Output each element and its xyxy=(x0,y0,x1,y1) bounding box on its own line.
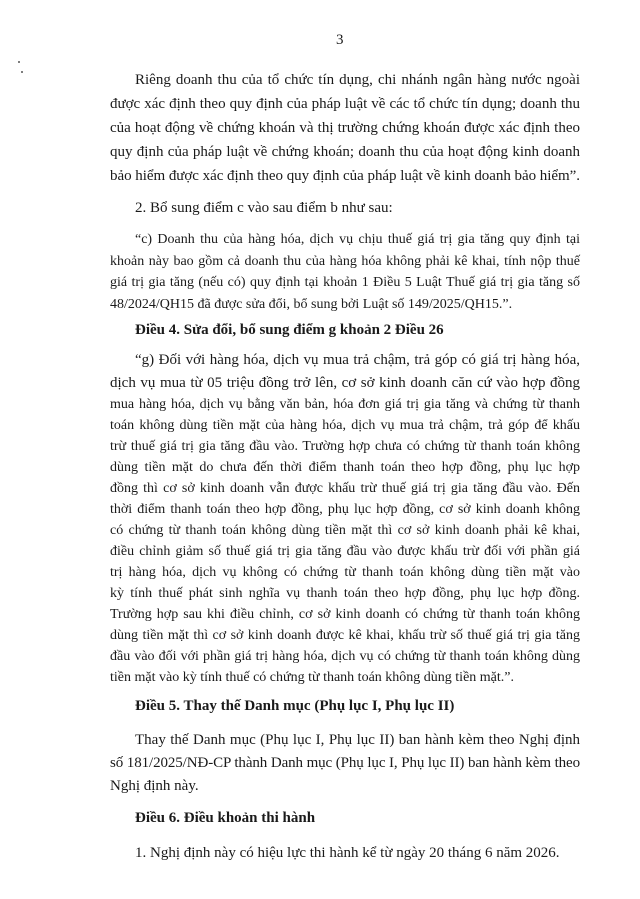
paragraph-line: dùng tiền mặt thì cơ sở kinh doanh được kê khai, khấu trừ số thuế giá trị gia tăng xyxy=(110,628,580,643)
paragraph-line: 1. Nghị định này có hiệu lực thi hành kể từ ngày 20 tháng 6 năm 2026. xyxy=(135,845,560,861)
paragraph-line: trừ thuế giá trị gia tăng đầu vào. Trường hợp chưa có chứng từ thanh toán không xyxy=(110,439,580,454)
paragraph-line: dùng tiền mặt do chưa đến thời điểm thanh toán theo hợp đồng, phụ lục hợp xyxy=(110,460,580,475)
paragraph-line: tiền mặt vào kỳ tính thuế có chứng từ thanh toán không dùng tiền mặt.”. xyxy=(110,670,514,685)
paragraph-line: mua hàng hóa, dịch vụ bằng văn bản, hóa đơn giá trị gia tăng và chứng từ thanh xyxy=(110,397,580,412)
article-5-paragraph xyxy=(110,729,580,798)
paragraph-line: Riêng doanh thu của tổ chức tín dụng, chi nhánh ngân hàng nước ngoài xyxy=(135,72,580,88)
paragraph-line: toán không dùng tiền mặt của hàng hóa, dịch vụ mua trả chậm, trả góp để khấu xyxy=(110,418,580,433)
article-6-item-1 xyxy=(110,841,580,865)
paragraph-line: được xác định theo quy định của pháp luật về các tổ chức tín dụng; doanh thu xyxy=(110,96,580,112)
paragraph-line: khoản này bao gồm cả doanh thu của hàng hóa không phải kê khai, tính nộp thuế xyxy=(110,253,580,269)
paragraph-line: điều chỉnh giảm số thuế giá trị gia tăng đầu vào được khấu trừ đối với phần giá xyxy=(110,544,580,559)
paragraph-line: “g) Đối với hàng hóa, dịch vụ mua trả chậm, trả góp có giá trị hàng hóa, xyxy=(135,352,580,368)
article-heading: Điều 4. Sửa đổi, bổ sung điểm g khoản 2 Điều 26 xyxy=(135,322,444,338)
paragraph-line: 48/2024/QH15 đã được sửa đổi, bổ sung bởi Luật số 149/2025/QH15.”. xyxy=(110,296,513,312)
article-5-heading-block xyxy=(110,694,580,718)
paragraph-line: dịch vụ mua từ 05 triệu đồng trở lên, cơ sở kinh doanh căn cứ vào hợp đồng xyxy=(110,375,580,391)
scan-speck xyxy=(21,71,23,73)
paragraph-line: giá trị gia tăng (nếu có) quy định tại khoản 1 Điều 5 Luật Thuế giá trị gia tăng số xyxy=(110,275,580,290)
paragraph-line: thời điểm thanh toán theo hợp đồng, phụ lục hợp đồng, cơ sở kinh doanh không xyxy=(110,502,580,517)
paragraph-line: Thay thế Danh mục (Phụ lục I, Phụ lục II) ban hành kèm theo Nghị định xyxy=(135,731,580,748)
scan-speck xyxy=(18,61,20,63)
paragraph-line: của hoạt động về chứng khoán và thị trường chứng khoán được xác định theo xyxy=(110,120,580,136)
paragraph-line: quy định của pháp luật về chứng khoán; doanh thu của hoạt động kinh doanh xyxy=(110,144,580,160)
point-c-quote xyxy=(110,229,580,315)
paragraph-line: “c) Doanh thu của hàng hóa, dịch vụ chịu thuế giá trị gia tăng quy định tại xyxy=(135,232,580,247)
paragraph-line: trị hàng hóa, dịch vụ không có chứng từ thanh toán không dùng tiền mặt vào xyxy=(110,565,580,580)
point-g-quote xyxy=(110,348,580,688)
article-heading: Điều 6. Điều khoản thi hành xyxy=(135,810,316,826)
paragraph-line: Trường hợp sau khi điều chỉnh, cơ sở kinh doanh có chứng từ thanh toán không xyxy=(110,607,580,622)
article-4-heading-block xyxy=(110,318,580,342)
paragraph-line: đầu vào đối với phần giá trị hàng hóa, dịch vụ có chứng từ thanh toán không dùng xyxy=(110,649,580,664)
paragraph-line: 2. Bổ sung điểm c vào sau điểm b như sau: xyxy=(135,200,393,216)
paragraph-line: Nghị định này. xyxy=(110,777,199,794)
article-6-heading-block xyxy=(110,806,580,830)
paragraph-line: có chứng từ thanh toán không dùng tiền mặt thì cơ sở kinh doanh phải kê khai, xyxy=(110,523,580,538)
paragraph-line: kỳ tính thuế phát sinh nghĩa vụ thanh toán theo hợp đồng, phụ lục hợp đồng. xyxy=(110,586,580,601)
article-heading: Điều 5. Thay thế Danh mục (Phụ lục I, Phụ lục II) xyxy=(135,698,455,714)
paragraph-line: số 181/2025/NĐ-CP thành Danh mục (Phụ lục I, Phụ lục II) ban hành kèm theo xyxy=(110,754,580,771)
item-2-paragraph xyxy=(110,196,580,220)
paragraph-special-revenue xyxy=(110,68,580,188)
paragraph-line: đồng thì cơ sở kinh doanh vẫn được khấu trừ thuế giá trị gia tăng đầu vào. Đến xyxy=(110,481,580,496)
page-number: 3 xyxy=(336,32,344,48)
paragraph-line: bảo hiểm được xác định theo quy định của pháp luật về kinh doanh bảo hiểm”. xyxy=(110,168,580,184)
